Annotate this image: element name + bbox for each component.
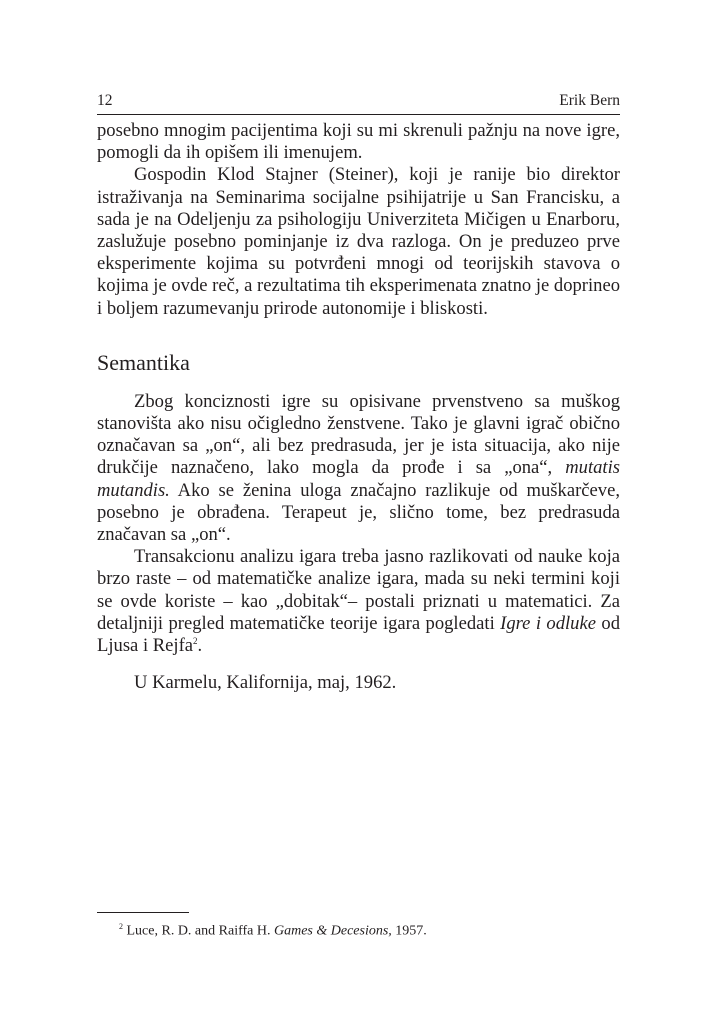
place-date: U Karmelu, Kalifornija, maj, 1962. xyxy=(134,672,397,694)
text-run: Transakcionu analizu igara treba jasno razlikovati od nauke koja brzo raste – od matematičke analize igara, mada su neki termini koji se ovde koriste – kao „dobitak“– postali priznati u matematici. Za detaljniji pregled matematičke teorije igara pogledati xyxy=(97,546,620,634)
spacer xyxy=(97,657,620,672)
paragraph-transactional xyxy=(97,546,620,657)
text-run: Ako se ženina uloga značajno razlikuje od muškarčeve, posebno je obrađena. Terapeut je, slično tome, bez predrasuda značavan sa „on“. xyxy=(97,479,620,546)
running-head-author: Erik Bern xyxy=(559,92,620,109)
text-run: Luce, R. D. and Raiffa H. xyxy=(123,923,274,939)
italic-phrase: mutatis mutandis. xyxy=(97,457,620,501)
section-heading: Semantika xyxy=(97,349,190,375)
text-run: od Ljusa i Rejfa xyxy=(97,612,620,657)
body-text xyxy=(97,120,620,694)
footnote-rule xyxy=(97,912,189,913)
paragraph-semantics xyxy=(97,391,620,546)
running-head xyxy=(97,92,620,112)
footnote xyxy=(119,918,427,941)
paragraph-continued: posebno mnogim pacijentima koji su mi skrenuli pažnju na nove igre, pomogli da ih opišem ili imenujem. xyxy=(97,120,620,164)
text-run: 1957. xyxy=(391,923,427,939)
text-run: Zbog konciznosti igre su opisivane prvenstveno sa muškog stanovišta ako nisu očigledno ženstvene. Tako je glavni igrač obično označavan sa „on“, ali bez predrasuda, jer je ista situacija, ako nije drukčije naznačeno, lako mogla da prođe i sa „ona“, xyxy=(97,390,620,479)
paragraph-steiner: Gospodin Klod Stajner (Steiner), koji je ranije bio direktor istraživanja na Seminarima socijalne psihijatrije u San Francisku, a sada je na Odeljenju za psihologiju Univerziteta Mičigen u Enarboru, zaslužuje posebno pominjanje iz dva razloga. On je preduzeo prve eksperimente kojima su potvrđeni mnogi od teorijskih stavova o kojima je ovde reč, a rezultatima tih eksperimenata znatno je doprineo i boljem razumevanju prirode autonomije i bliskosti. xyxy=(97,164,620,319)
header-rule xyxy=(97,114,620,115)
page-number: 12 xyxy=(97,92,113,109)
footnote-marker: 2 xyxy=(119,922,123,931)
text-run: . xyxy=(197,635,203,657)
book-title: Igre i odluke xyxy=(500,612,596,634)
footnote-title: Games & Decesions, xyxy=(273,923,392,939)
footnote-reference[interactable]: 2 xyxy=(193,635,198,646)
